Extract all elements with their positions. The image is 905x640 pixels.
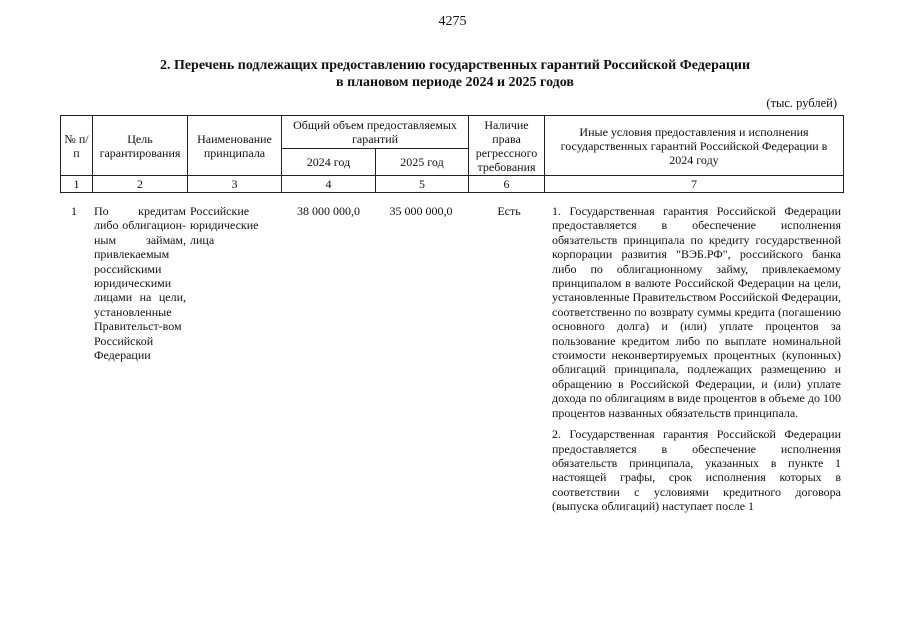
column-number: 3 — [188, 176, 282, 193]
column-number: 6 — [469, 176, 545, 193]
header-total-volume: Общий объем предоставляемых гарантий — [282, 116, 469, 149]
row-purpose: По кредитам либо облигацион-ным займам, привлекаемым российскими юридическими лицами на цели, установленные Правительст-вом Российской Федерации — [94, 204, 186, 363]
header-other-terms: Иные условия предоставления и исполнения государственных гарантий Российской Федерации в 2024 году — [545, 116, 844, 176]
header-purpose: Цель гарантирования — [93, 116, 188, 176]
document-title — [60, 57, 850, 91]
column-number: 4 — [282, 176, 376, 193]
header-num: № п/п — [61, 116, 93, 176]
header-year-2025: 2025 год — [376, 149, 469, 176]
title-line-2: в плановом периоде 2024 и 2025 годов — [336, 75, 574, 90]
row-amount-2024: 38 000 000,0 — [297, 204, 360, 218]
units-label: (тыс. рублей) — [766, 96, 837, 110]
header-year-2024: 2024 год — [282, 149, 376, 176]
row-principal: Российские юридические лица — [190, 204, 259, 247]
terms-paragraph-2: 2. Государственная гарантия Российской Федерации предоставляется в обеспечение исполнения обязательств принципала, указанных в пункте 1 настоящей графы, срок исполнения которых в соответствии с условиями кредитного договора (выпуска облигаций) наступает после 1 — [552, 427, 841, 514]
page-number: 4275 — [438, 14, 467, 29]
guarantees-table-header — [60, 115, 844, 193]
row-amount-2025: 35 000 000,0 — [389, 204, 453, 218]
column-number: 2 — [93, 176, 188, 193]
row-regress: Есть — [497, 204, 521, 218]
column-number: 7 — [545, 176, 844, 193]
column-number: 1 — [61, 176, 93, 193]
header-principal: Наименование принципала — [188, 116, 282, 176]
column-numbers-row — [61, 176, 844, 193]
terms-paragraph-1: 1. Государственная гарантия Российской Федерации предоставляется в обеспечение исполнения обязательств принципала по кредиту государственной корпорации развития "ВЭБ.РФ", российского банка либо по облигационному займу, привлекаемому принципалом в валюте Российской Федерации на цели, установленные Правительством Российской Федерации, соответственно по возврату суммы кредита (погашению основного долга) и (или) уплате процентов за пользование кредитом либо по выплате номинальной стоимости неконвертируемых процентных (купонных) облигаций принципала, подлежащих размещению и обращению в Российской Федерации, и (или) уплате дохода по облигациям в виде процентов в объеме до 100 процентов названных обязательств принципала. — [552, 204, 841, 420]
row-number: 1 — [71, 204, 77, 218]
row-terms — [552, 204, 841, 521]
title-line-1: 2. Перечень подлежащих предоставлению государственных гарантий Российской Федерации — [159, 58, 751, 73]
header-regress: Наличие права регрессного требования — [469, 116, 545, 176]
column-number: 5 — [376, 176, 469, 193]
